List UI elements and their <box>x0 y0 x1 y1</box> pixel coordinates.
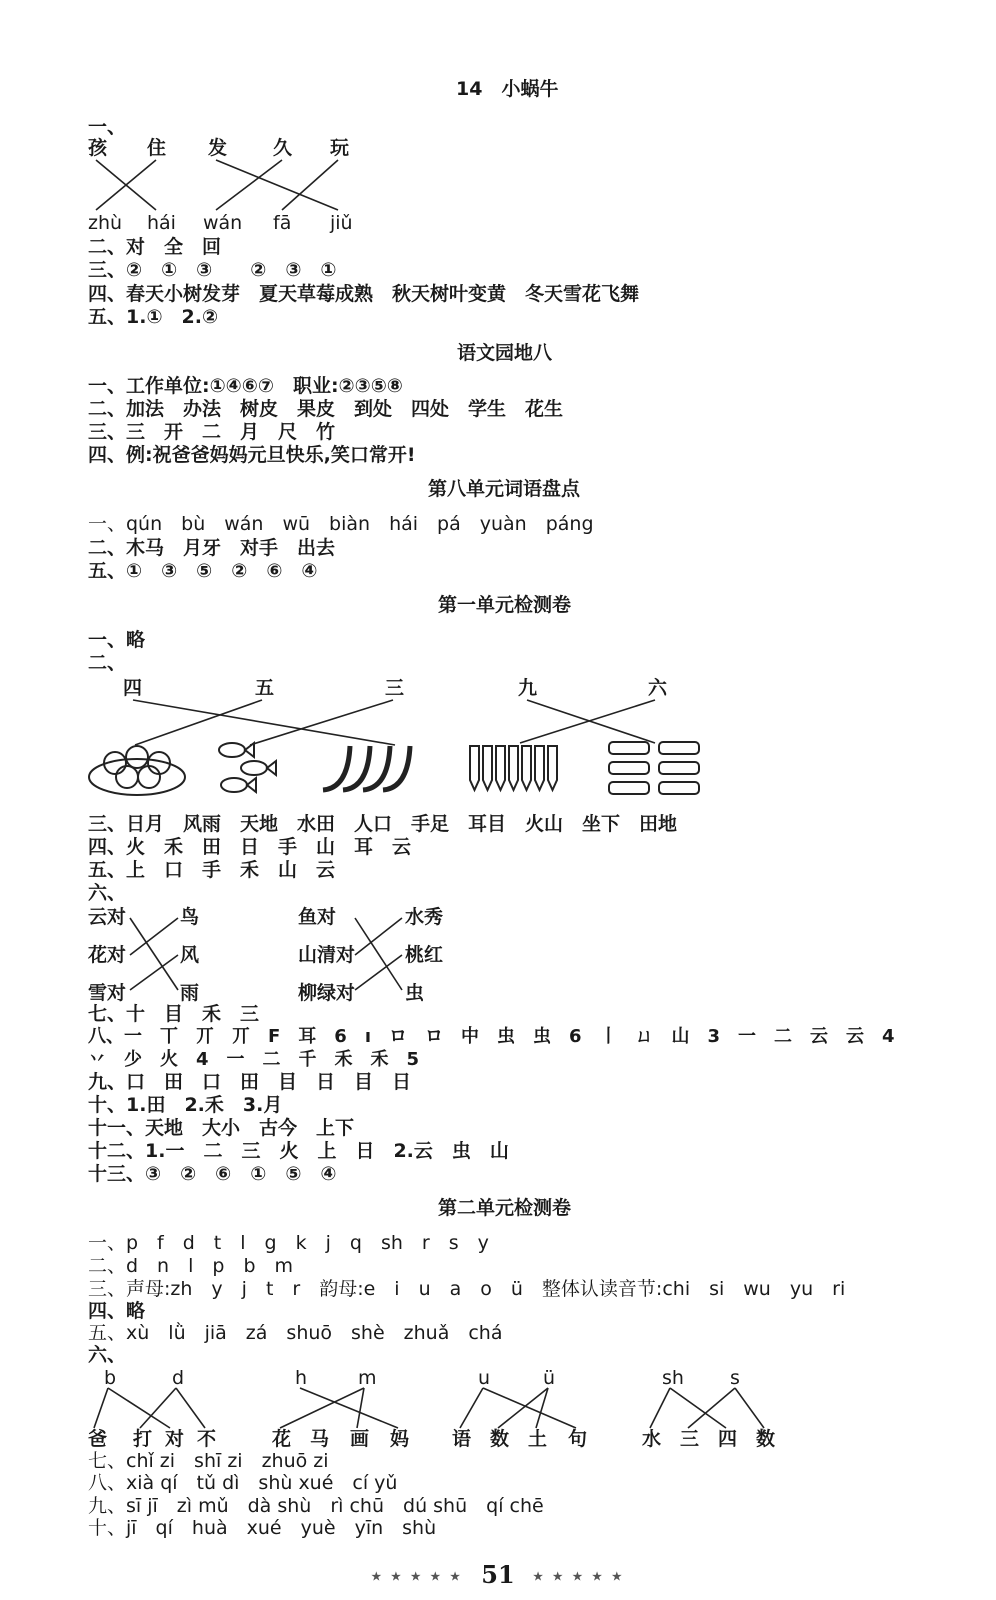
match-line <box>216 160 282 210</box>
match-line <box>176 1388 205 1428</box>
match-right: 桃红 <box>405 944 444 966</box>
hanzi-item: 发 <box>208 137 228 159</box>
hanzi-item: 住 <box>147 137 167 159</box>
answer-line: 二、对 全 回 <box>88 236 222 258</box>
word-char: 画 <box>350 1428 370 1450</box>
answer-line: 一、qún bù wán wū biàn hái pá yuàn páng <box>88 513 594 535</box>
pinyin-item: hái <box>147 212 176 234</box>
stars-left: ★ ★ ★ ★ ★ <box>371 1570 463 1583</box>
pinyin-item: zhù <box>88 212 123 234</box>
word-char: 马 <box>310 1428 330 1450</box>
match-left: 花对 <box>88 944 127 966</box>
page-number: 51 <box>481 1560 515 1589</box>
letter-label: h <box>295 1367 308 1389</box>
match-line <box>140 1388 176 1428</box>
word-char: 打 <box>133 1428 153 1450</box>
word-char: 句 <box>568 1428 588 1450</box>
answer-line: 四、春天小树发芽 夏天草莓成熟 秋天树叶变黄 冬天雪花飞舞 <box>88 283 640 305</box>
pinyin-item: jiǔ <box>330 212 353 234</box>
section-title: 语文园地八 <box>457 342 553 364</box>
answer-line: 一、工作单位:①④⑥⑦ 职业:②③⑤⑧ <box>88 375 403 397</box>
answer-line: 四、火 禾 田 日 手 山 耳 云 <box>88 836 412 858</box>
match-right: 雨 <box>180 982 200 1004</box>
section-title: 第一单元检测卷 <box>438 594 572 616</box>
match-line <box>650 1388 670 1428</box>
match-line <box>133 700 395 745</box>
match-line <box>735 1388 764 1428</box>
section-title: 14 小蜗牛 <box>456 78 559 100</box>
word-char: 数 <box>756 1428 776 1450</box>
hanzi-item: 孩 <box>88 137 108 159</box>
number-label: 五 <box>255 677 275 699</box>
number-label: 三 <box>385 677 405 699</box>
page-footer <box>0 1560 996 1589</box>
word-char: 水 <box>642 1428 662 1450</box>
match-line <box>130 918 178 955</box>
answer-line: 六、 <box>88 1344 127 1366</box>
match-right: 水秀 <box>405 906 444 928</box>
match-line <box>357 1388 364 1428</box>
match-line <box>498 1388 548 1428</box>
match-left: 云对 <box>88 906 127 928</box>
match-line <box>536 1388 548 1428</box>
match-line <box>355 918 402 955</box>
number-label: 四 <box>123 677 143 699</box>
match-line <box>108 1388 170 1428</box>
match-line <box>250 700 393 745</box>
answer-line: 二、 <box>88 652 127 674</box>
match-right: 鸟 <box>180 906 200 928</box>
letter-label: m <box>358 1367 377 1389</box>
letter-label: u <box>478 1367 491 1389</box>
answer-line: 七、chǐ zi shī zi zhuō zi <box>88 1450 329 1472</box>
number-label: 九 <box>518 677 538 699</box>
match-right: 虫 <box>405 982 425 1004</box>
answer-line: 丷 少 火 4 一 二 千 禾 禾 5 <box>88 1049 420 1070</box>
match-line <box>300 1388 398 1428</box>
letter-label: s <box>730 1367 740 1389</box>
answer-line: 八、一 丅 丌 丌 F 耳 6 ı ロ ロ 中 虫 虫 6 丨 ㄩ 山 3 一 二 云 云 4 <box>88 1026 895 1047</box>
match-line <box>688 1388 735 1428</box>
hanzi-item: 久 <box>273 137 293 159</box>
answer-line: 五、xù lǜ jiā zá shuō shè zhuǎ chá <box>88 1322 503 1344</box>
word-char: 土 <box>528 1428 548 1450</box>
word-char: 对 <box>165 1428 185 1450</box>
question-label: 一、 <box>88 116 127 138</box>
match-left: 雪对 <box>88 982 127 1004</box>
match-right: 风 <box>180 944 200 966</box>
answer-line: 一、略 <box>88 629 146 651</box>
word-char: 爸 <box>88 1428 108 1450</box>
letter-label: d <box>172 1367 185 1389</box>
match-line <box>355 918 402 990</box>
section-title: 第八单元词语盘点 <box>428 478 581 500</box>
answer-line: 十二、1.一 二 三 火 上 日 2.云 虫 山 <box>88 1140 509 1162</box>
match-line <box>130 955 178 990</box>
hanzi-item: 玩 <box>330 137 350 159</box>
match-line <box>670 1388 726 1428</box>
answer-line: 四、略 <box>88 1300 146 1322</box>
match-line <box>483 1388 576 1428</box>
match-left: 山清对 <box>298 944 356 966</box>
answer-line: 三、三 开 二 月 尺 竹 <box>88 421 336 443</box>
answer-line: 三、日月 风雨 天地 水田 人口 手足 耳目 火山 坐下 田地 <box>88 813 678 835</box>
match-line <box>94 1388 108 1428</box>
answer-line: 四、例:祝爸爸妈妈元旦快乐,笑口常开! <box>88 444 416 466</box>
answer-line: 一、p f d t l g k j q sh r s y <box>88 1232 489 1254</box>
answer-line: 三、② ① ③ ② ③ ① <box>88 259 337 281</box>
match-line <box>280 1388 364 1428</box>
word-char: 妈 <box>390 1428 410 1450</box>
number-label: 六 <box>648 677 668 699</box>
match-line <box>355 955 402 990</box>
word-char: 语 <box>452 1428 472 1450</box>
answer-line: 九、sī jī zì mǔ dà shù rì chū dú shū qí chē <box>88 1495 544 1517</box>
pinyin-item: wán <box>203 212 243 234</box>
match-line <box>460 1388 483 1428</box>
section-title: 第二单元检测卷 <box>438 1197 572 1219</box>
stars-right: ★ ★ ★ ★ ★ <box>533 1570 625 1583</box>
match-line <box>130 918 178 990</box>
answer-line: 九、口 田 口 田 目 日 目 日 <box>88 1071 412 1093</box>
answer-line: 五、1.① 2.② <box>88 306 219 328</box>
answer-line: 二、木马 月牙 对手 出去 <box>88 537 336 559</box>
word-char: 数 <box>490 1428 510 1450</box>
answer-line: 七、十 目 禾 三 <box>88 1003 260 1025</box>
answer-line: 五、上 口 手 禾 山 云 <box>88 859 336 881</box>
answer-line: 十、jī qí huà xué yuè yīn shù <box>88 1517 437 1539</box>
pinyin-item: fā <box>273 212 292 234</box>
word-char: 三 <box>680 1428 700 1450</box>
answer-line: 八、xià qí tǔ dì shù xué cí yǔ <box>88 1472 398 1494</box>
letter-label: b <box>104 1367 117 1389</box>
letter-label: ü <box>543 1367 556 1389</box>
answer-line: 十、1.田 2.禾 3.月 <box>88 1094 283 1116</box>
word-char: 四 <box>718 1428 738 1450</box>
answer-line: 二、d n l p b m <box>88 1255 294 1277</box>
match-line <box>216 160 338 210</box>
word-char: 花 <box>272 1428 292 1450</box>
match-line <box>282 160 338 210</box>
match-line <box>135 700 262 745</box>
letter-label: sh <box>662 1367 684 1389</box>
answer-line: 三、声母:zh y j t r 韵母:e i u a o ü 整体认读音节:chi si wu yu ri <box>88 1278 846 1300</box>
word-char: 不 <box>197 1428 217 1450</box>
answer-line: 十三、③ ② ⑥ ① ⑤ ④ <box>88 1163 337 1185</box>
match-left: 鱼对 <box>298 906 337 928</box>
answer-line: 六、 <box>88 882 127 904</box>
match-left: 柳绿对 <box>298 982 356 1004</box>
answer-line: 二、加法 办法 树皮 果皮 到处 四处 学生 花生 <box>88 398 564 420</box>
answer-line: 十一、天地 大小 古今 上下 <box>88 1117 355 1139</box>
answer-line: 五、① ③ ⑤ ② ⑥ ④ <box>88 560 318 582</box>
